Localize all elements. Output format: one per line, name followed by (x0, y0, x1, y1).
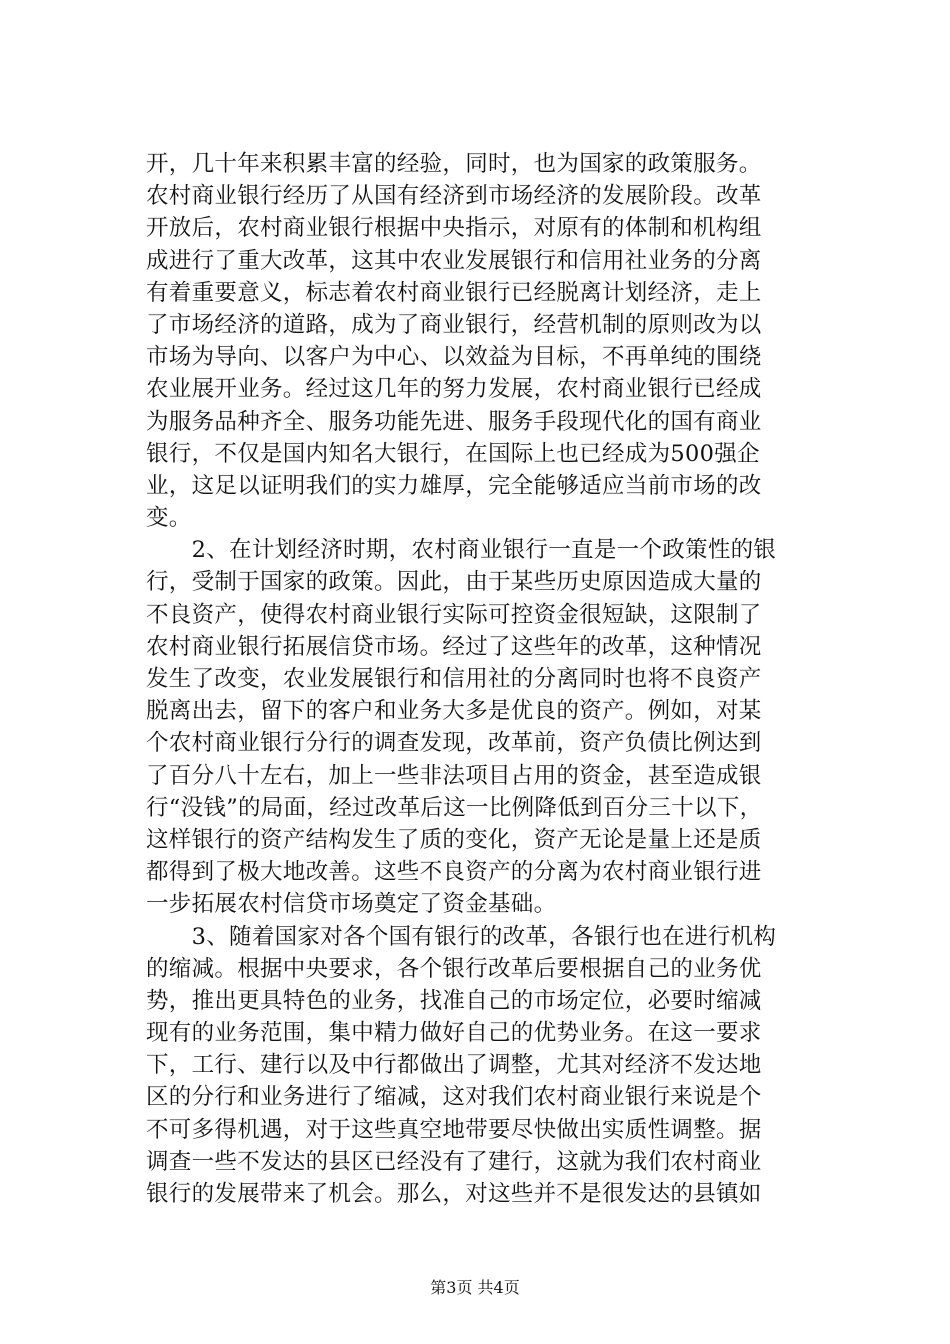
page-footer: 第3页 共4页 (430, 1278, 520, 1297)
text-line: 银行，不仅是国内知名大银行，在国际上也已经成为500强企 (146, 440, 760, 467)
text-line: 了百分八十左右，加上一些非法项目占用的资金，甚至造成银 (146, 762, 762, 789)
text-line: 市场为导向、以客户为中心、以效益为目标，不再单纯的围绕 (146, 344, 762, 371)
text-line: 一步拓展农村信贷市场奠定了资金基础。 (146, 891, 557, 918)
text-line: 农村商业银行拓展信贷市场。经过了这些年的改革，这种情况 (146, 633, 762, 660)
text-line: 的缩减。根据中央要求，各个银行改革后要根据自己的业务优 (146, 955, 762, 982)
text-line: 农业展开业务。经过这几年的努力发展，农村商业银行已经成 (146, 376, 762, 403)
text-line: 都得到了极大地改善。这些不良资产的分离为农村商业银行进 (146, 859, 762, 886)
text-line: 开放后，农村商业银行根据中央指示，对原有的体制和机构组 (146, 215, 762, 242)
text-line: 变。 (146, 505, 192, 532)
text-line: 区的分行和业务进行了缩减，这对我们农村商业银行来说是个 (146, 1084, 762, 1111)
text-line: 业，这足以证明我们的实力雄厚，完全能够适应当前市场的改 (146, 472, 762, 499)
text-line: 开，几十年来积累丰富的经验，同时，也为国家的政策服务。 (146, 151, 762, 177)
text-line: 行“没钱”的局面，经过改革后这一比例降低到百分三十以下， (146, 794, 763, 821)
text-line: 现有的业务范围，集中精力做好自己的优势业务。在这一要求 (146, 1020, 762, 1047)
text-line: 成进行了重大改革，这其中农业发展银行和信用社业务的分离 (146, 247, 762, 274)
text-line: 了市场经济的道路，成为了商业银行，经营机制的原则改为以 (146, 311, 762, 338)
text-line: 有着重要意义，标志着农村商业银行已经脱离计划经济，走上 (146, 279, 762, 306)
text-line: 为服务品种齐全、服务功能先进、服务手段现代化的国有商业 (146, 408, 762, 435)
text-line: 这样银行的资产结构发生了质的变化，资产无论是量上还是质 (146, 826, 762, 853)
body-text (146, 148, 826, 1210)
text-line: 不良资产，使得农村商业银行实际可控资金很短缺，这限制了 (146, 601, 762, 628)
text-line: 调查一些不发达的县区已经没有了建行，这就为我们农村商业 (146, 1148, 762, 1175)
text-line: 下，工行、建行以及中行都做出了调整，尤其对经济不发达地 (146, 1052, 762, 1079)
text-line: 发生了改变，农业发展银行和信用社的分离同时也将不良资产 (146, 666, 762, 692)
text-line: 个农村商业银行分行的调查发现，改革前，资产负债比例达到 (146, 730, 762, 757)
text-line: 银行的发展带来了机会。那么，对这些并不是很发达的县镇如 (146, 1181, 762, 1207)
text-line: 3、随着国家对各个国有银行的改革，各银行也在进行机构 (146, 923, 777, 950)
text-line: 行，受制于国家的政策。因此，由于某些历史原因造成大量的 (146, 569, 762, 596)
text-line: 农村商业银行经历了从国有经济到市场经济的发展阶段。改革 (146, 183, 762, 210)
text-line: 2、在计划经济时期，农村商业银行一直是一个政策性的银 (146, 537, 777, 564)
text-line: 势，推出更具特色的业务，找准自己的市场定位，必要时缩减 (146, 987, 762, 1014)
text-line: 不可多得机遇，对于这些真空地带要尽快做出实质性调整。据 (146, 1116, 762, 1143)
text-line: 脱离出去，留下的客户和业务大多是优良的资产。例如，对某 (146, 698, 762, 725)
